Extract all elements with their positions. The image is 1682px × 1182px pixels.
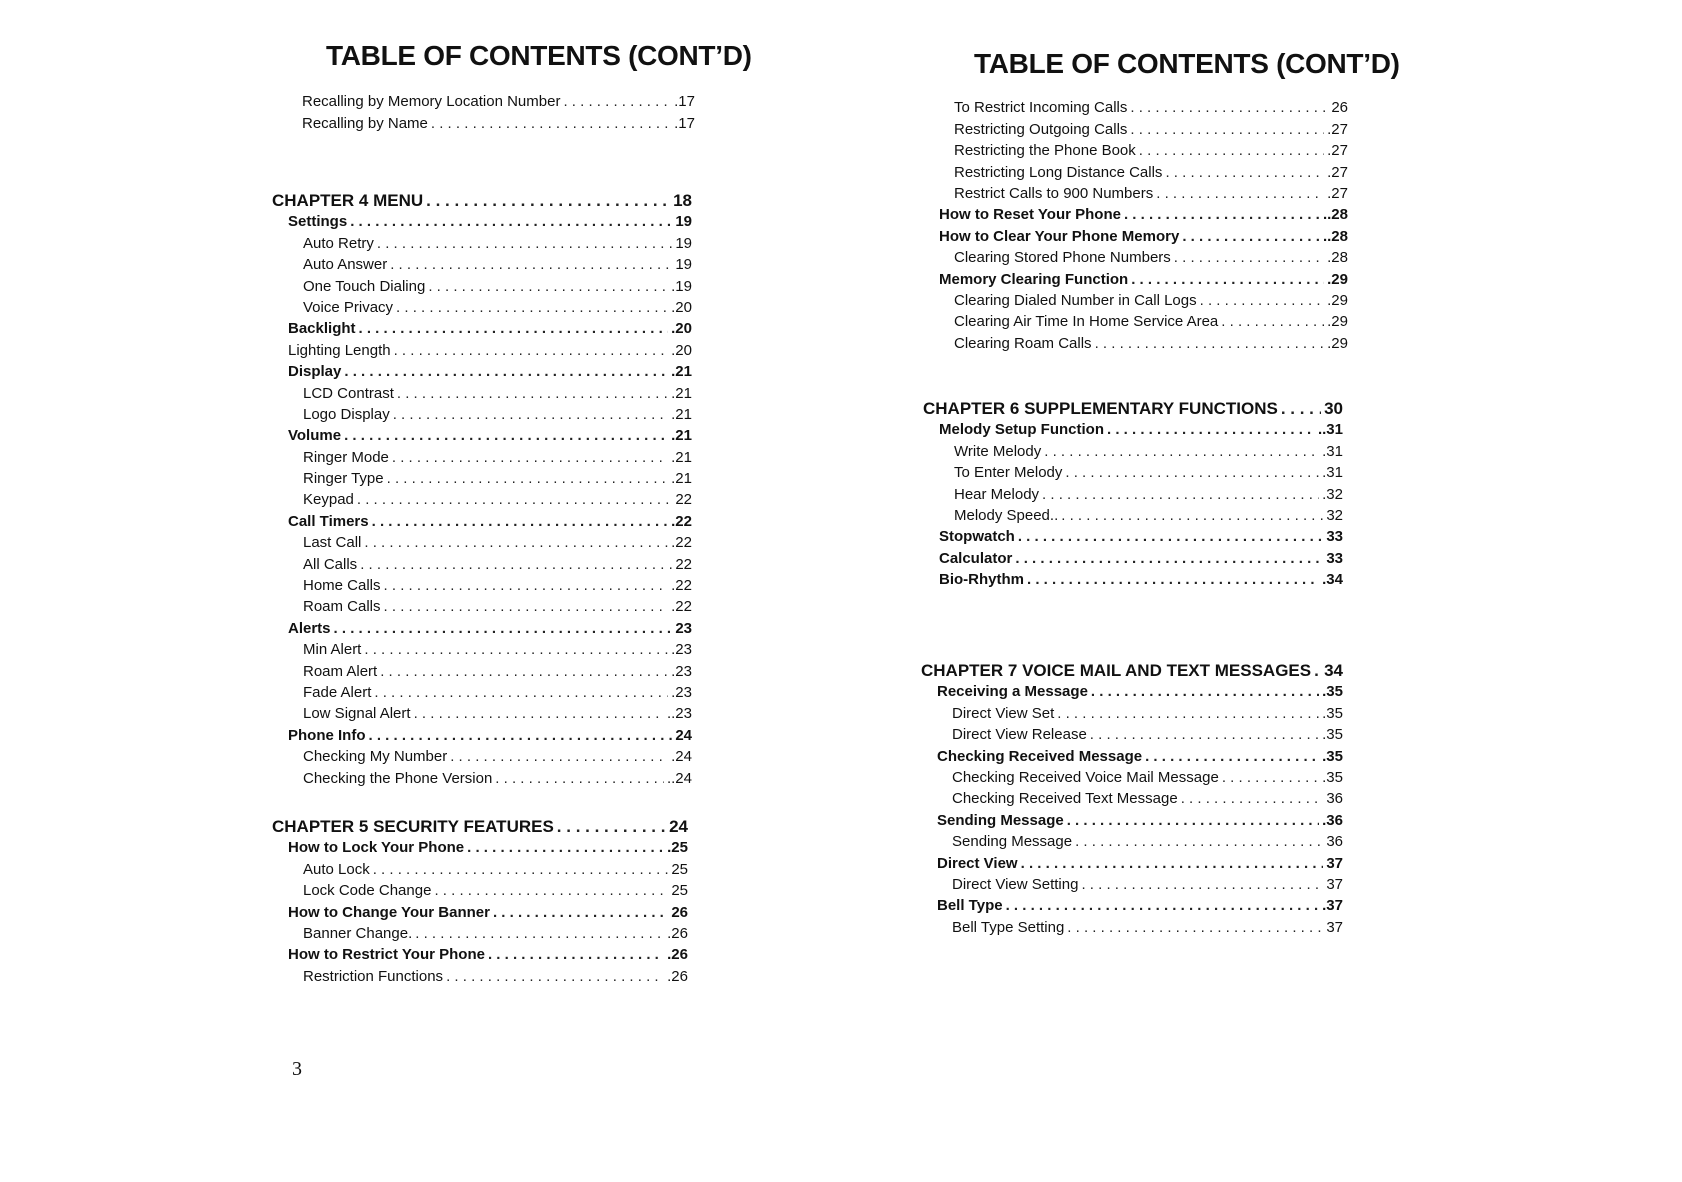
entry-label: Calculator bbox=[939, 549, 1013, 567]
dot-leader bbox=[446, 968, 664, 986]
dot-leader bbox=[1130, 121, 1324, 139]
entry-page-number: .21 bbox=[671, 405, 692, 423]
entry-label: Phone Info bbox=[288, 726, 366, 744]
entry-page-number: .20 bbox=[671, 341, 692, 359]
entry-page-number: .23 bbox=[671, 683, 692, 701]
toc-subentry bbox=[923, 139, 1348, 160]
entry-page-number: .29 bbox=[1327, 291, 1348, 309]
entry-page-number: .24 bbox=[671, 748, 692, 766]
entry-page-number: .20 bbox=[671, 320, 692, 338]
entry-label: How to Reset Your Phone bbox=[939, 206, 1121, 224]
dot-leader bbox=[434, 882, 668, 900]
toc-subentry bbox=[921, 787, 1343, 808]
toc-section-continued bbox=[923, 96, 1348, 353]
toc-subentry bbox=[923, 289, 1348, 310]
entry-page-number: .29 bbox=[1327, 270, 1348, 288]
toc-subentry bbox=[272, 745, 692, 766]
toc-subentry bbox=[272, 381, 692, 402]
entry-page-number: .36 bbox=[1322, 811, 1343, 829]
toc-subentry bbox=[272, 531, 692, 552]
entry-page-number: .31 bbox=[1322, 464, 1343, 482]
entry-page-number: 25 bbox=[671, 860, 688, 878]
entry-page-number: .20 bbox=[671, 298, 692, 316]
entry-label: CHAPTER 5 SECURITY FEATURES bbox=[272, 817, 554, 836]
dot-leader bbox=[1006, 897, 1320, 915]
toc-entry bbox=[272, 616, 692, 637]
entry-page-number: 18 bbox=[673, 191, 692, 210]
entry-label: Last Call bbox=[303, 534, 362, 552]
entry-page-number: 26 bbox=[1331, 99, 1348, 117]
entry-label: Direct View Set bbox=[952, 704, 1055, 722]
entry-page-number: ..28 bbox=[1322, 206, 1348, 224]
entry-label: Direct View bbox=[937, 854, 1018, 872]
toc-section-chapter-5 bbox=[272, 812, 688, 986]
entry-page-number: .35 bbox=[1322, 704, 1343, 722]
toc-subentry bbox=[272, 231, 692, 252]
dot-leader bbox=[1081, 876, 1323, 894]
toc-subentry bbox=[272, 766, 692, 787]
dot-leader bbox=[350, 213, 672, 231]
entry-label: Low Signal Alert bbox=[303, 705, 411, 723]
toc-subentry bbox=[272, 702, 692, 723]
entry-label: Memory Clearing Function bbox=[939, 270, 1129, 288]
entry-page-number: .23 bbox=[671, 641, 692, 659]
toc-entry bbox=[272, 509, 692, 530]
dot-leader bbox=[369, 727, 673, 745]
toc-subentry bbox=[921, 915, 1343, 936]
dot-leader bbox=[394, 342, 669, 360]
dot-leader bbox=[1067, 812, 1319, 830]
entry-page-number: 36 bbox=[1326, 833, 1343, 851]
dot-leader bbox=[1027, 571, 1319, 589]
toc-entry bbox=[921, 744, 1343, 765]
dot-leader bbox=[1021, 855, 1324, 873]
toc-subentry bbox=[921, 830, 1343, 851]
toc-subentry bbox=[923, 482, 1343, 503]
chapter-heading bbox=[272, 186, 692, 210]
dot-leader bbox=[364, 641, 668, 659]
toc-entry bbox=[272, 424, 692, 445]
toc-subentry bbox=[302, 111, 695, 132]
entry-page-number: .21 bbox=[671, 427, 692, 445]
entry-page-number: .22 bbox=[671, 512, 692, 530]
toc-entry bbox=[921, 851, 1343, 872]
chapter-heading bbox=[272, 812, 688, 836]
entry-page-number: 22 bbox=[675, 491, 692, 509]
entry-page-number: .35 bbox=[1322, 726, 1343, 744]
entry-page-number: .28 bbox=[1327, 249, 1348, 267]
entry-label: Auto Lock bbox=[303, 860, 370, 878]
entry-page-number: .31 bbox=[1322, 442, 1343, 460]
entry-page-number: .27 bbox=[1327, 163, 1348, 181]
toc-subentry bbox=[923, 439, 1343, 460]
entry-page-number: 30 bbox=[1324, 399, 1343, 418]
toc-subentry bbox=[923, 117, 1348, 138]
entry-page-number: .35 bbox=[1322, 768, 1343, 786]
entry-page-number: 33 bbox=[1326, 528, 1343, 546]
toc-entry bbox=[923, 418, 1343, 439]
dot-leader bbox=[1221, 313, 1324, 331]
dot-leader bbox=[364, 534, 668, 552]
entry-page-number: .35 bbox=[1322, 747, 1343, 765]
entry-label: Ringer Type bbox=[303, 470, 384, 488]
entry-label: Checking Received Text Message bbox=[952, 790, 1178, 808]
dot-leader bbox=[1314, 662, 1321, 680]
toc-entry bbox=[272, 836, 688, 857]
toc-subentry bbox=[921, 766, 1343, 787]
entry-page-number: 33 bbox=[1326, 549, 1343, 567]
entry-label: Lighting Length bbox=[288, 341, 391, 359]
dot-leader bbox=[414, 705, 664, 723]
dot-leader bbox=[1139, 142, 1324, 160]
toc-entry bbox=[923, 568, 1343, 589]
entry-page-number: 19 bbox=[675, 256, 692, 274]
dot-leader bbox=[1061, 507, 1323, 525]
entry-page-number: .25 bbox=[667, 839, 688, 857]
entry-page-number: .29 bbox=[1327, 334, 1348, 352]
entry-page-number: .22 bbox=[671, 598, 692, 616]
entry-page-number: 23 bbox=[675, 619, 692, 637]
toc-entry bbox=[923, 267, 1348, 288]
entry-page-number: .21 bbox=[671, 363, 692, 381]
entry-label: Keypad bbox=[303, 491, 354, 509]
entry-label: Restriction Functions bbox=[303, 967, 444, 985]
entry-label: CHAPTER 6 SUPPLEMENTARY FUNCTIONS bbox=[923, 399, 1278, 418]
dot-leader bbox=[334, 620, 673, 638]
page-title: TABLE OF CONTENTS (CONT’D) bbox=[974, 48, 1400, 79]
toc-entry bbox=[272, 723, 692, 744]
entry-label: Bio-Rhythm bbox=[939, 571, 1024, 589]
dot-leader bbox=[1174, 249, 1324, 267]
toc-subentry bbox=[272, 574, 692, 595]
toc-subentry bbox=[272, 552, 692, 573]
dot-leader bbox=[1015, 550, 1323, 568]
toc-subentry bbox=[923, 96, 1348, 117]
dot-leader bbox=[1044, 443, 1319, 461]
entry-page-number: 19 bbox=[675, 234, 692, 252]
entry-page-number: 24 bbox=[669, 817, 688, 836]
entry-page-number: .17 bbox=[674, 93, 695, 111]
entry-page-number: .35 bbox=[1322, 683, 1343, 701]
dot-leader bbox=[384, 598, 669, 616]
toc-subentry bbox=[272, 274, 692, 295]
toc-subentry bbox=[921, 873, 1343, 894]
dot-leader bbox=[1018, 528, 1323, 546]
dot-leader bbox=[1145, 748, 1319, 766]
dot-leader bbox=[380, 663, 668, 681]
dot-leader bbox=[372, 513, 669, 531]
entry-label: Direct View Release bbox=[952, 726, 1087, 744]
dot-leader bbox=[1091, 683, 1319, 701]
entry-page-number: 37 bbox=[1326, 875, 1343, 893]
toc-section-chapter-7 bbox=[921, 656, 1343, 937]
entry-label: Sending Message bbox=[937, 811, 1064, 829]
dot-leader bbox=[1281, 400, 1321, 418]
toc-subentry bbox=[923, 310, 1348, 331]
toc-subentry bbox=[302, 90, 695, 111]
dot-leader bbox=[1067, 919, 1323, 937]
entry-label: How to Change Your Banner bbox=[288, 903, 490, 921]
dot-leader bbox=[1042, 486, 1319, 504]
entry-label: All Calls bbox=[303, 555, 358, 573]
dot-leader bbox=[390, 256, 672, 274]
entry-label: How to Clear Your Phone Memory bbox=[939, 227, 1180, 245]
toc-entry bbox=[921, 680, 1343, 701]
dot-leader bbox=[344, 363, 668, 381]
toc-entry bbox=[921, 894, 1343, 915]
dot-leader bbox=[431, 115, 671, 133]
toc-entry bbox=[272, 900, 688, 921]
dot-leader bbox=[397, 385, 668, 403]
dot-leader bbox=[1095, 335, 1325, 353]
entry-label: Fade Alert bbox=[303, 683, 372, 701]
toc-subentry bbox=[923, 160, 1348, 181]
entry-label: To Restrict Incoming Calls bbox=[954, 99, 1128, 117]
toc-subentry bbox=[272, 964, 688, 985]
entry-page-number: .26 bbox=[667, 924, 688, 942]
dot-leader bbox=[359, 320, 669, 338]
entry-label: Call Timers bbox=[288, 512, 369, 530]
entry-label: Home Calls bbox=[303, 577, 381, 595]
dot-leader bbox=[1124, 206, 1320, 224]
entry-label: Recalling by Name bbox=[302, 114, 428, 132]
entry-page-number: .34 bbox=[1322, 571, 1343, 589]
entry-page-number: .27 bbox=[1327, 184, 1348, 202]
toc-subentry bbox=[272, 296, 692, 317]
entry-label: Ringer Mode bbox=[303, 448, 389, 466]
dot-leader bbox=[426, 192, 670, 210]
entry-label: Clearing Stored Phone Numbers bbox=[954, 249, 1171, 267]
dot-leader bbox=[344, 427, 668, 445]
toc-subentry bbox=[272, 659, 692, 680]
entry-label: How to Lock Your Phone bbox=[288, 839, 465, 857]
entry-page-number: 37 bbox=[1326, 918, 1343, 936]
dot-leader bbox=[377, 235, 672, 253]
entry-label: Roam Alert bbox=[303, 662, 378, 680]
dot-leader bbox=[1131, 271, 1324, 289]
entry-label: Melody Speed.. bbox=[954, 506, 1059, 524]
entry-label: CHAPTER 4 MENU bbox=[272, 191, 424, 210]
toc-entry bbox=[921, 808, 1343, 829]
entry-page-number: .17 bbox=[674, 114, 695, 132]
toc-entry bbox=[272, 943, 688, 964]
toc-subentry bbox=[272, 253, 692, 274]
entry-label: Checking My Number bbox=[303, 748, 448, 766]
toc-subentry bbox=[272, 922, 688, 943]
toc-subentry bbox=[923, 461, 1343, 482]
entry-label: To Enter Melody bbox=[954, 464, 1063, 482]
entry-label: Direct View Setting bbox=[952, 875, 1079, 893]
entry-page-number: 36 bbox=[1326, 790, 1343, 808]
entry-page-number: .22 bbox=[671, 577, 692, 595]
chapter-heading bbox=[923, 394, 1343, 418]
toc-subentry bbox=[272, 638, 692, 659]
entry-page-number: .26 bbox=[667, 967, 688, 985]
toc-entry bbox=[272, 360, 692, 381]
entry-label: Settings bbox=[288, 213, 348, 231]
toc-entry bbox=[923, 525, 1343, 546]
entry-label: Display bbox=[288, 363, 342, 381]
dot-leader bbox=[384, 577, 669, 595]
toc-subentry bbox=[923, 182, 1348, 203]
toc-entry bbox=[272, 317, 692, 338]
entry-label: One Touch Dialing bbox=[303, 277, 426, 295]
dot-leader bbox=[1075, 833, 1323, 851]
entry-page-number: .23 bbox=[671, 662, 692, 680]
toc-section-chapter-4 bbox=[272, 186, 692, 788]
entry-page-number: 32 bbox=[1326, 506, 1343, 524]
dot-leader bbox=[428, 278, 668, 296]
entry-label: Logo Display bbox=[303, 405, 390, 423]
entry-label: Alerts bbox=[288, 619, 331, 637]
entry-label: Restricting the Phone Book bbox=[954, 142, 1136, 160]
entry-page-number: .21 bbox=[671, 384, 692, 402]
toc-subentry bbox=[272, 857, 688, 878]
entry-label: Clearing Roam Calls bbox=[954, 334, 1092, 352]
entry-label: Restricting Outgoing Calls bbox=[954, 120, 1128, 138]
dot-leader bbox=[373, 861, 669, 879]
entry-label: Write Melody bbox=[954, 442, 1042, 460]
entry-label: Restrict Calls to 900 Numbers bbox=[954, 184, 1154, 202]
dot-leader bbox=[1156, 185, 1324, 203]
dot-leader bbox=[1107, 421, 1315, 439]
toc-subentry bbox=[272, 467, 692, 488]
entry-page-number: ..28 bbox=[1322, 227, 1348, 245]
entry-label: Auto Answer bbox=[303, 256, 388, 274]
toc-entry bbox=[923, 546, 1343, 567]
toc-entry bbox=[272, 338, 692, 359]
toc-subentry bbox=[923, 331, 1348, 352]
dot-leader bbox=[1182, 228, 1320, 246]
entry-label: Stopwatch bbox=[939, 528, 1015, 546]
entry-page-number: ..31 bbox=[1317, 421, 1343, 439]
entry-page-number: .27 bbox=[1327, 120, 1348, 138]
page-title: TABLE OF CONTENTS (CONT’D) bbox=[326, 40, 752, 71]
entry-page-number: 26 bbox=[671, 903, 688, 921]
dot-leader bbox=[415, 925, 664, 943]
dot-leader bbox=[357, 491, 672, 509]
entry-label: Checking Received Message bbox=[937, 747, 1143, 765]
toc-subentry bbox=[272, 681, 692, 702]
entry-label: Bell Type bbox=[937, 897, 1003, 915]
entry-page-number: ..23 bbox=[666, 705, 692, 723]
entry-label: Lock Code Change bbox=[303, 882, 432, 900]
dot-leader bbox=[495, 770, 664, 788]
dot-leader bbox=[392, 449, 668, 467]
dot-leader bbox=[488, 946, 664, 964]
toc-entry bbox=[272, 210, 692, 231]
toc-subentry bbox=[272, 445, 692, 466]
dot-leader bbox=[563, 93, 671, 111]
dot-leader bbox=[374, 684, 668, 702]
entry-label: Roam Calls bbox=[303, 598, 381, 616]
entry-page-number: .21 bbox=[671, 448, 692, 466]
entry-page-number: 34 bbox=[1324, 661, 1343, 680]
entry-label: Voice Privacy bbox=[303, 298, 394, 316]
toc-subentry bbox=[272, 488, 692, 509]
dot-leader bbox=[1222, 769, 1319, 787]
entry-label: Auto Retry bbox=[303, 234, 374, 252]
entry-label: Restricting Long Distance Calls bbox=[954, 163, 1163, 181]
entry-page-number: 25 bbox=[671, 882, 688, 900]
entry-label: Hear Melody bbox=[954, 485, 1040, 503]
entry-label: Volume bbox=[288, 427, 342, 445]
entry-page-number: .22 bbox=[671, 534, 692, 552]
entry-label: LCD Contrast bbox=[303, 384, 394, 402]
entry-label: Checking Received Voice Mail Message bbox=[952, 768, 1219, 786]
dot-leader bbox=[493, 904, 668, 922]
entry-page-number: .19 bbox=[671, 277, 692, 295]
entry-label: How to Restrict Your Phone bbox=[288, 946, 485, 964]
entry-page-number: .21 bbox=[671, 470, 692, 488]
toc-subentry bbox=[272, 879, 688, 900]
dot-leader bbox=[1065, 464, 1319, 482]
entry-label: Clearing Air Time In Home Service Area bbox=[954, 313, 1219, 331]
entry-label: Backlight bbox=[288, 320, 356, 338]
entry-page-number: ..24 bbox=[666, 769, 692, 787]
chapter-heading bbox=[921, 656, 1343, 680]
entry-page-number: 24 bbox=[675, 726, 692, 744]
dot-leader bbox=[467, 839, 664, 857]
entry-page-number: .26 bbox=[667, 946, 688, 964]
dot-leader bbox=[1181, 790, 1324, 808]
entry-page-number: .32 bbox=[1322, 485, 1343, 503]
dot-leader bbox=[1057, 705, 1319, 723]
entry-label: Min Alert bbox=[303, 641, 362, 659]
dot-leader bbox=[360, 556, 672, 574]
entry-page-number: 22 bbox=[675, 555, 692, 573]
dot-leader bbox=[1130, 99, 1328, 117]
dot-leader bbox=[393, 406, 668, 424]
entry-page-number: 37 bbox=[1326, 854, 1343, 872]
entry-label: Checking the Phone Version bbox=[303, 769, 493, 787]
entry-page-number: .29 bbox=[1327, 313, 1348, 331]
entry-label: Receiving a Message bbox=[937, 683, 1088, 701]
entry-label: Sending Message bbox=[952, 833, 1073, 851]
dot-leader bbox=[387, 470, 669, 488]
toc-subentry bbox=[272, 595, 692, 616]
dot-leader bbox=[450, 748, 668, 766]
toc-section-continued bbox=[302, 90, 695, 133]
dot-leader bbox=[1200, 292, 1325, 310]
toc-subentry bbox=[923, 504, 1343, 525]
entry-label: CHAPTER 7 VOICE MAIL AND TEXT MESSAGES bbox=[921, 661, 1312, 680]
entry-label: Banner Change. bbox=[303, 924, 413, 942]
entry-label: Clearing Dialed Number in Call Logs bbox=[954, 291, 1197, 309]
page-number: 3 bbox=[292, 1058, 302, 1080]
dot-leader bbox=[1090, 726, 1319, 744]
entry-page-number: .37 bbox=[1322, 897, 1343, 915]
dot-leader bbox=[557, 818, 666, 836]
dot-leader bbox=[396, 299, 668, 317]
entry-page-number: 19 bbox=[675, 213, 692, 231]
entry-label: Recalling by Memory Location Number bbox=[302, 93, 561, 111]
toc-subentry bbox=[921, 723, 1343, 744]
dot-leader bbox=[1165, 164, 1324, 182]
entry-label: Bell Type Setting bbox=[952, 918, 1065, 936]
toc-subentry bbox=[921, 701, 1343, 722]
toc-subentry bbox=[272, 403, 692, 424]
toc-entry bbox=[923, 224, 1348, 245]
toc-subentry bbox=[923, 246, 1348, 267]
toc-entry bbox=[923, 203, 1348, 224]
entry-page-number: .27 bbox=[1327, 142, 1348, 160]
entry-label: Melody Setup Function bbox=[939, 421, 1104, 439]
toc-section-chapter-6 bbox=[923, 394, 1343, 589]
